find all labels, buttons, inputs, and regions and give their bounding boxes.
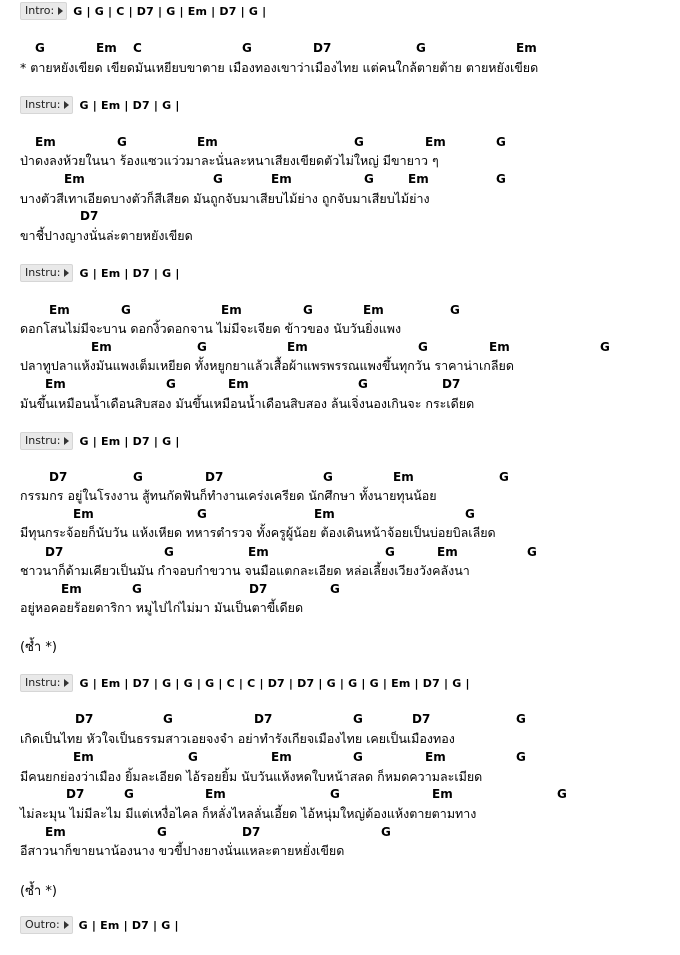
tag-label: Instru: bbox=[25, 434, 61, 447]
instru-tag-button[interactable] bbox=[20, 432, 73, 450]
chord-row bbox=[0, 787, 680, 803]
chord-em[interactable]: Em bbox=[61, 582, 82, 596]
chord-g[interactable]: G bbox=[132, 582, 142, 596]
chord-row bbox=[0, 470, 680, 486]
instru-tag-button[interactable] bbox=[20, 96, 73, 114]
chord-sequence: G | Em | D7 | G | G | G | C | C | D7 | D7 | G | G | G | Em | D7 | G | bbox=[79, 676, 470, 690]
chord-g[interactable]: G bbox=[385, 545, 395, 559]
chord-g[interactable]: G bbox=[496, 135, 506, 149]
chord-g[interactable]: G bbox=[133, 470, 143, 484]
section-intro bbox=[20, 2, 266, 20]
chord-g[interactable]: G bbox=[35, 41, 45, 55]
chord-em[interactable]: Em bbox=[271, 172, 292, 186]
chord-row bbox=[0, 340, 680, 356]
chord-row bbox=[0, 582, 680, 598]
section-instru bbox=[20, 432, 180, 450]
chord-em[interactable]: Em bbox=[437, 545, 458, 559]
lyric-line: ดอกโสนไม่มีจะบาน ดอกงิ้วดอกจาน ไม่มีจะเจียด ข้าวของ นับวันยิ่งแพง bbox=[20, 321, 402, 336]
lyric-line: เกิดเป็นไทย หัวใจเป็นธรรมสาวเอยจงจำ อย่าทำรังเกียจเมืองไทย เคยเป็นเมืองทอง bbox=[20, 731, 455, 746]
chord-em[interactable]: Em bbox=[432, 787, 453, 801]
chord-g[interactable]: G bbox=[354, 135, 364, 149]
chord-em[interactable]: Em bbox=[64, 172, 85, 186]
chord-g[interactable]: G bbox=[197, 507, 207, 521]
chord-em[interactable]: Em bbox=[205, 787, 226, 801]
chord-g[interactable]: G bbox=[465, 507, 475, 521]
chord-g[interactable]: G bbox=[450, 303, 460, 317]
chord-g[interactable]: G bbox=[416, 41, 426, 55]
section-instru bbox=[20, 674, 470, 692]
chord-g[interactable]: G bbox=[600, 340, 610, 354]
chord-em[interactable]: Em bbox=[489, 340, 510, 354]
chord-row bbox=[0, 41, 680, 57]
lyric-line: ขาชี้ปางญางนั่นล่ะตายหยังเขียด bbox=[20, 228, 193, 243]
chord-g[interactable]: G bbox=[242, 41, 252, 55]
chord-em[interactable]: Em bbox=[197, 135, 218, 149]
chord-em[interactable]: Em bbox=[408, 172, 429, 186]
play-arrow-icon bbox=[64, 269, 69, 277]
lyric-line: ปลาทูปลาแห้งมันแพงเต็มเหยียด ทั้งหยูกยาแล้วเสื้อผ้าแพรพรรณแพงขึ้นทุกวัน ราคาน่าเกลียด bbox=[20, 358, 514, 373]
play-arrow-icon bbox=[58, 7, 63, 15]
chord-em[interactable]: Em bbox=[73, 507, 94, 521]
chord-em[interactable]: Em bbox=[91, 340, 112, 354]
chord-em[interactable]: Em bbox=[73, 750, 94, 764]
chord-em[interactable]: Em bbox=[248, 545, 269, 559]
lyric-line: กรรมกร อยู่ในโรงงาน สู้ทนกัดฟันก็ทำงานเคร่งเครียด นักศึกษา ทั้งนายทุนน้อย bbox=[20, 488, 437, 503]
section-outro bbox=[20, 916, 179, 934]
play-arrow-icon bbox=[64, 101, 69, 109]
chord-em[interactable]: Em bbox=[314, 507, 335, 521]
chord-g[interactable]: G bbox=[166, 377, 176, 391]
chord-d7[interactable]: D7 bbox=[66, 787, 85, 801]
tag-label: Intro: bbox=[25, 4, 55, 17]
chord-row bbox=[0, 825, 680, 841]
chord-g[interactable]: G bbox=[157, 825, 167, 839]
chord-d7[interactable]: D7 bbox=[313, 41, 332, 55]
section-instru bbox=[20, 96, 180, 114]
chord-d7[interactable]: D7 bbox=[442, 377, 461, 391]
chord-g[interactable]: G bbox=[197, 340, 207, 354]
intro-tag-button[interactable] bbox=[20, 2, 67, 20]
chord-g[interactable]: G bbox=[124, 787, 134, 801]
chord-g[interactable]: G bbox=[499, 470, 509, 484]
chord-g[interactable]: G bbox=[358, 377, 368, 391]
chord-d7[interactable]: D7 bbox=[80, 209, 99, 223]
play-arrow-icon bbox=[64, 437, 69, 445]
chord-g[interactable]: G bbox=[418, 340, 428, 354]
chord-sequence: G | Em | D7 | G | bbox=[79, 434, 180, 448]
outro-tag-button[interactable] bbox=[20, 916, 73, 934]
chord-d7[interactable]: D7 bbox=[205, 470, 224, 484]
lyric-line: บางตัวสีเทาเอียดบางตัวก็สีเสียด มันถูกจับมาเสียบไม้ย่าง ถูกจับมาเสียบไม้ย่าง bbox=[20, 191, 430, 206]
lyric-line: มีทุนกระจ้อยก็นับวัน แห้งเหียด ทหารตำรวจ ทั้งครูผู้น้อย ต้องเดินหน้าจ้อยเป็นบ่อยบิลเลียด bbox=[20, 525, 496, 540]
chord-d7[interactable]: D7 bbox=[242, 825, 261, 839]
chord-row bbox=[0, 377, 680, 393]
play-arrow-icon bbox=[64, 921, 69, 929]
chord-g[interactable]: G bbox=[353, 712, 363, 726]
chord-em[interactable]: Em bbox=[425, 750, 446, 764]
lyric-line: อีสาวนาก็ขายนาน้องนาง ขวขี้ปางยางนั่นแหละตายหยั่งเขียด bbox=[20, 843, 345, 858]
chord-em[interactable]: Em bbox=[96, 41, 117, 55]
chord-em[interactable]: Em bbox=[393, 470, 414, 484]
lyric-line: อยู่หอคอยร้อยดาริกา หมูไปไก่ไม่มา มันเป็นตาขี้เดียด bbox=[20, 600, 304, 615]
chord-sequence: G | Em | D7 | G | bbox=[79, 98, 180, 112]
chord-g[interactable]: G bbox=[516, 712, 526, 726]
play-arrow-icon bbox=[64, 679, 69, 687]
chord-g[interactable]: G bbox=[117, 135, 127, 149]
tag-label: Outro: bbox=[25, 918, 60, 931]
tag-label: Instru: bbox=[25, 266, 61, 279]
repeat-marker: (ซ้ำ *) bbox=[20, 884, 57, 899]
chord-row bbox=[0, 750, 680, 766]
chord-d7[interactable]: D7 bbox=[75, 712, 94, 726]
chord-em[interactable]: Em bbox=[287, 340, 308, 354]
repeat-marker: (ซ้ำ *) bbox=[20, 640, 57, 655]
chord-sequence: G | Em | D7 | G | bbox=[78, 918, 179, 932]
chord-row bbox=[0, 172, 680, 188]
chord-g[interactable]: G bbox=[496, 172, 506, 186]
chord-em[interactable]: Em bbox=[35, 135, 56, 149]
tag-label: Instru: bbox=[25, 98, 61, 111]
chord-g[interactable]: G bbox=[188, 750, 198, 764]
chord-em[interactable]: Em bbox=[228, 377, 249, 391]
chord-c[interactable]: C bbox=[133, 41, 142, 55]
lyric-line: ป่าดงลงห้วยในนา ร้องแซวแว่วมาละนั่นละหนาเสียงเขียดตัวไม่ใหญ่ มีขายาว ๆ bbox=[20, 153, 439, 168]
chord-em[interactable]: Em bbox=[49, 303, 70, 317]
chord-em[interactable]: Em bbox=[271, 750, 292, 764]
chord-row bbox=[0, 303, 680, 319]
lyric-line: ไม่ละมุน ไม่มีละไม มีแต่เหงื่อไคล ก็หลั่งไหลลั่นเอี้ยด ไอ้หนุ่มใหญ่ต้องแห้งตายตามทาง bbox=[20, 806, 477, 821]
chord-g[interactable]: G bbox=[516, 750, 526, 764]
chord-g[interactable]: G bbox=[163, 712, 173, 726]
chord-d7[interactable]: D7 bbox=[254, 712, 273, 726]
chord-g[interactable]: G bbox=[381, 825, 391, 839]
chord-row bbox=[0, 712, 680, 728]
chord-g[interactable]: G bbox=[330, 787, 340, 801]
chord-em[interactable]: Em bbox=[425, 135, 446, 149]
instru-tag-button[interactable] bbox=[20, 264, 73, 282]
instru-tag-button[interactable] bbox=[20, 674, 73, 692]
chord-row bbox=[0, 507, 680, 523]
chord-g[interactable]: G bbox=[527, 545, 537, 559]
lyric-line: ชาวนาก็ด้ามเคียวเป็นมัน กำจอบกำขวาน จนมือแตกละเอียด หล่อเลี้ยงเวียงวังคลังนา bbox=[20, 563, 470, 578]
chord-sequence: G | G | C | D7 | G | Em | D7 | G | bbox=[73, 4, 267, 18]
chord-g[interactable]: G bbox=[330, 582, 340, 596]
chord-row bbox=[0, 135, 680, 151]
chord-em[interactable]: Em bbox=[45, 377, 66, 391]
lyric-line: * ตายหยังเขียด เขียดมันเหยียบขาตาย เมืองทองเขาว่าเมืองไทย แต่คนใกล้ตายต้าย ตายหยังเขียด bbox=[20, 60, 539, 75]
chord-g[interactable]: G bbox=[323, 470, 333, 484]
chord-em[interactable]: Em bbox=[45, 825, 66, 839]
lyric-line: มันขึ้นเหมือนน้ำเดือนสิบสอง มันขึ้นเหมือนน้ำเดือนสิบสอง ล้นเจิ่งนองเกินจะ กระเดียด bbox=[20, 396, 475, 411]
chord-g[interactable]: G bbox=[164, 545, 174, 559]
section-instru bbox=[20, 264, 180, 282]
chord-row bbox=[0, 209, 680, 225]
lyric-line: มีคนยกย่องว่าเมือง ยิ้มละเอียด ไอ้รอยยิ้ม นับวันแห้งหดใบหน้าสลด ก็หมดความละเมียด bbox=[20, 769, 483, 784]
chord-g[interactable]: G bbox=[353, 750, 363, 764]
chord-d7[interactable]: D7 bbox=[249, 582, 268, 596]
chord-em[interactable]: Em bbox=[363, 303, 384, 317]
chord-d7[interactable]: D7 bbox=[412, 712, 431, 726]
chord-em[interactable]: Em bbox=[221, 303, 242, 317]
chord-g[interactable]: G bbox=[213, 172, 223, 186]
chord-em[interactable]: Em bbox=[516, 41, 537, 55]
chord-g[interactable]: G bbox=[121, 303, 131, 317]
chord-d7[interactable]: D7 bbox=[49, 470, 68, 484]
chord-g[interactable]: G bbox=[557, 787, 567, 801]
tag-label: Instru: bbox=[25, 676, 61, 689]
chord-row bbox=[0, 545, 680, 561]
chord-g[interactable]: G bbox=[303, 303, 313, 317]
chord-d7[interactable]: D7 bbox=[45, 545, 64, 559]
chord-g[interactable]: G bbox=[364, 172, 374, 186]
chord-sequence: G | Em | D7 | G | bbox=[79, 266, 180, 280]
